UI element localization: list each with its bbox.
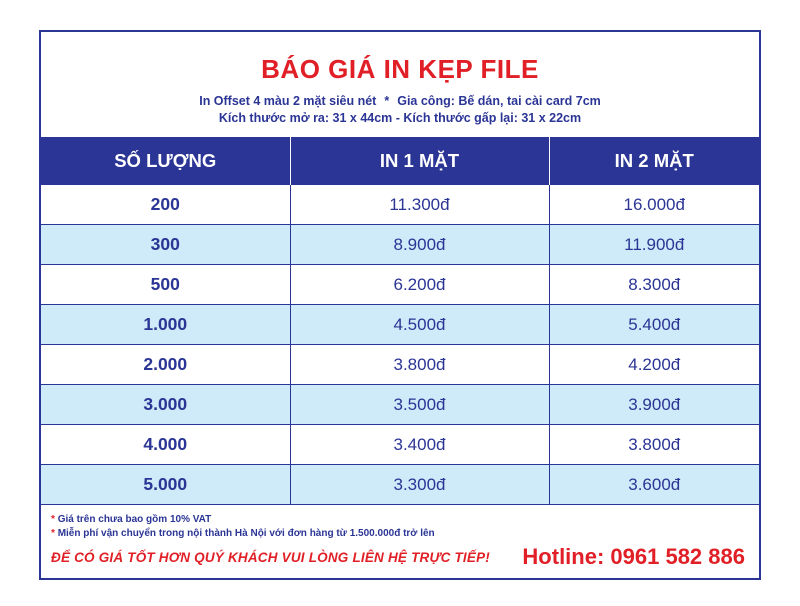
table-row bbox=[41, 265, 759, 305]
hotline-number: Hotline: 0961 582 886 bbox=[522, 544, 745, 569]
price-two-side-cell: 5.400đ bbox=[549, 305, 759, 345]
price-two-side-cell: 3.800đ bbox=[549, 425, 759, 465]
print-spec-separator: * bbox=[384, 94, 390, 108]
table-row bbox=[41, 465, 759, 505]
price-two-side-cell: 11.900đ bbox=[549, 225, 759, 265]
price-sheet-frame bbox=[39, 30, 761, 580]
print-spec-right: Gia công: Bế dán, tai cài card 7cm bbox=[397, 94, 601, 108]
price-one-side-cell: 8.900đ bbox=[290, 225, 549, 265]
vat-note-text: Giá trên chưa bao gồm 10% VAT bbox=[57, 514, 212, 525]
contact-cta: ĐỂ CÓ GIÁ TỐT HƠN QUÝ KHÁCH VUI LÒNG LIÊN HỆ TRỰC TIẾP! bbox=[51, 550, 490, 565]
price-table bbox=[41, 137, 759, 505]
quantity-cell: 200 bbox=[41, 185, 290, 225]
price-one-side-cell: 6.200đ bbox=[290, 265, 549, 305]
price-two-side-cell: 4.200đ bbox=[549, 345, 759, 385]
quantity-cell: 300 bbox=[41, 225, 290, 265]
table-header-row bbox=[41, 137, 759, 185]
vat-note bbox=[51, 514, 211, 525]
header-quantity: SỐ LƯỢNG bbox=[41, 137, 290, 185]
table-row bbox=[41, 225, 759, 265]
table-row bbox=[41, 185, 759, 225]
size-spec-line: Kích thước mở ra: 31 x 44cm - Kích thước gấp lại: 31 x 22cm bbox=[218, 111, 582, 125]
price-one-side-cell: 3.300đ bbox=[290, 465, 549, 505]
page-title: BÁO GIÁ IN KẸP FILE bbox=[261, 54, 539, 84]
shipping-note-text: Miễn phí vận chuyển trong nội thành Hà Nội với đơn hàng từ 1.500.000đ trở lên bbox=[57, 528, 435, 539]
quantity-cell: 2.000 bbox=[41, 345, 290, 385]
table-row bbox=[41, 345, 759, 385]
quantity-cell: 5.000 bbox=[41, 465, 290, 505]
quantity-cell: 4.000 bbox=[41, 425, 290, 465]
price-one-side-cell: 11.300đ bbox=[290, 185, 549, 225]
note-star: * bbox=[51, 528, 55, 539]
quantity-cell: 3.000 bbox=[41, 385, 290, 425]
quantity-cell: 1.000 bbox=[41, 305, 290, 345]
header-one-side: IN 1 MẶT bbox=[290, 137, 549, 185]
table-row bbox=[41, 305, 759, 345]
quantity-cell: 500 bbox=[41, 265, 290, 305]
print-spec-line bbox=[41, 94, 759, 108]
note-star: * bbox=[51, 514, 55, 525]
print-spec-left: In Offset 4 màu 2 mặt siêu nét bbox=[199, 94, 377, 108]
header-two-side: IN 2 MẶT bbox=[549, 137, 759, 185]
price-two-side-cell: 8.300đ bbox=[549, 265, 759, 305]
price-one-side-cell: 3.400đ bbox=[290, 425, 549, 465]
price-one-side-cell: 3.800đ bbox=[290, 345, 549, 385]
table-row bbox=[41, 425, 759, 465]
price-two-side-cell: 3.600đ bbox=[549, 465, 759, 505]
price-one-side-cell: 4.500đ bbox=[290, 305, 549, 345]
shipping-note bbox=[51, 528, 435, 539]
price-two-side-cell: 16.000đ bbox=[549, 185, 759, 225]
table-row bbox=[41, 385, 759, 425]
price-two-side-cell: 3.900đ bbox=[549, 385, 759, 425]
price-one-side-cell: 3.500đ bbox=[290, 385, 549, 425]
